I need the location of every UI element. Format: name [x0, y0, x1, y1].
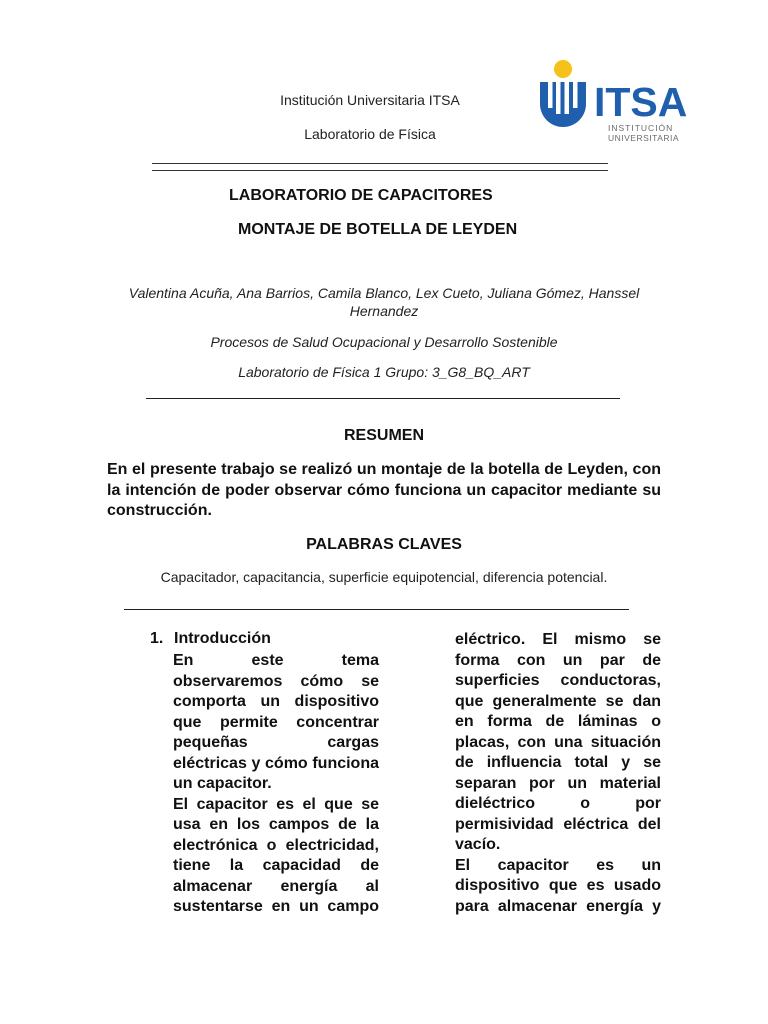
svg-text:ITSA: ITSA [594, 79, 688, 125]
group-info: Laboratorio de Física 1 Grupo: 3_G8_BQ_ART [238, 364, 530, 380]
intro-left-paragraph-2: El capacitor es el que se usa en los campos de la electrónica o electricidad, tiene la capacidad de almacenar energía al sustentarse en un campo [173, 795, 379, 915]
intro-left-column [173, 651, 379, 918]
lab-name: Laboratorio de Física [304, 126, 436, 142]
program-name: Procesos de Salud Ocupacional y Desarrollo Sostenible [210, 334, 558, 350]
keywords-heading: PALABRAS CLAVES [306, 536, 462, 553]
keywords-divider [124, 609, 629, 610]
title-line-2: MONTAJE DE BOTELLA DE LEYDEN [238, 221, 518, 238]
authors-line-1: Valentina Acuña, Ana Barrios, Camila Blanco, Lex Cueto, Juliana Gómez, Hanssel [128, 285, 640, 301]
intro-title: Introducción [174, 630, 271, 647]
svg-text:INSTITUCIÓN: INSTITUCIÓN [608, 123, 674, 133]
authors-divider [146, 398, 620, 399]
title-line-1: LABORATORIO DE CAPACITORES [229, 187, 493, 204]
itsa-logo-mark [538, 58, 698, 148]
intro-right-paragraph-1: eléctrico. El mismo se forma con un par de superficies conductoras, que generalmente se dan en forma de láminas o placas, con una situación de influencia total y se separan por un material dieléctrico o por permisividad eléctrica del vacío. [455, 631, 661, 853]
intro-right-column [455, 630, 661, 917]
itsa-logo [538, 58, 698, 148]
institution-name: Institución Universitaria ITSA [280, 92, 460, 108]
keywords-text: Capacitador, capacitancia, superficie equipotencial, diferencia potencial. [160, 569, 608, 585]
intro-left-paragraph-1: En este tema observaremos cómo se comporta un dispositivo que permite concentrar pequeñas cargas eléctricas y cómo funciona un capacitor. [173, 652, 379, 792]
intro-right-paragraph-2: El capacitor es un dispositivo que es usado para almacenar energía y [455, 856, 661, 915]
authors-line-2: Hernandez [349, 303, 419, 319]
intro-number: 1. [150, 630, 164, 647]
header-double-rule [152, 163, 608, 171]
intro-heading [150, 630, 271, 648]
resumen-body: En el presente trabajo se realizó un montaje de la botella de Leyden, con la intención de poder observar cómo funciona un capacitor mediante su construcción. [107, 461, 661, 519]
resumen-heading: RESUMEN [343, 427, 424, 444]
svg-text:UNIVERSITARIA: UNIVERSITARIA [608, 133, 680, 143]
